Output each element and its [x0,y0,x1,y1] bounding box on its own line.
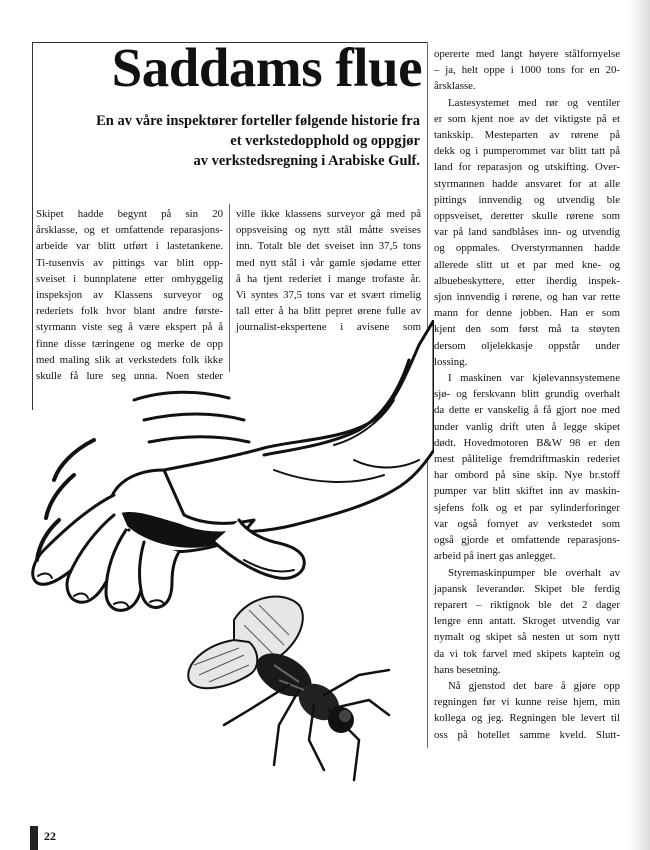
text-line: var på land sandblåses inn- og utvendig [434,226,620,239]
text-line: er som kjent noe av det viktigste på et [434,112,620,125]
text-line: da vi tok farvel med skipets kaptein og [434,647,620,660]
paragraph [434,565,620,678]
text-line: arbeide var blitt utført i lastetankene. [36,240,223,253]
fly-icon [188,597,389,780]
page-marker [30,826,38,850]
text-column-2 [236,206,421,336]
text-line: med nytt stål i vår gamle sjødame etter [236,256,421,269]
page-number: 22 [44,829,56,843]
text-line: oppsveising og nytt stål måtte sveises [236,224,421,237]
text-line: og oppmales. Overstyrmannen hadde [434,242,620,255]
text-line: kjent den som først må ta støyten [434,323,620,336]
text-line: Skipet hadde begynt på sin 20 [36,208,223,220]
text-line: kollega og jeg. Regningen ble levert til [434,712,620,725]
text-line: inn. Totalt ble det sveiset inn 37,5 tons [236,240,421,253]
text-line: med maling slik at verkstedets folk ikke [36,353,223,366]
text-line: allerede slitt ut et par med kne- og [434,258,620,271]
hand-and-fly-illustration [14,320,434,800]
text-line: Styremaskinpumper ble overhalt av [448,566,620,579]
paragraph [434,370,620,564]
page-edge-shadow [628,0,650,850]
text-line: sjon innvendig i rørene, og han var rette [434,291,620,304]
text-line: også gjorde et omfattende reparasjons- [434,534,620,547]
text-line: under vanlig drift uten å legge skipet [434,420,620,433]
text-line: – ja, helt oppe i 1000 tons for en 20- [434,64,620,77]
text-line: albuebeskyttere, etter iherdig inspek- [434,274,620,287]
text-line: mann for denne jobben. Han er som [434,307,620,320]
text-line: journalist-ekspertene i avisene som [236,321,421,334]
text-line: pittings innvendig og utvendig ble [434,193,620,206]
article-subtitle [58,111,420,171]
reaching-hand-icon [33,320,434,610]
text-line: sjø- og ferskvann blitt grundig overhalt [434,388,620,401]
text-line: Ti-tusenvis av pittings var blitt opp- [36,256,223,269]
text-line: nymalt og skipet så nesten ut som nytt [434,631,620,644]
text-line: land for reparasjon og utskifting. Over- [434,161,620,174]
paragraph [434,46,620,95]
text-line: lengre enn antatt. Skroget utvendig var [434,615,620,628]
paragraph [434,95,620,370]
text-line: opererte med langt høyere stålfornyelse [434,48,620,60]
text-line: finne disse tæringene og merke de opp [36,337,223,350]
text-line: inspeksjon av Klassens surveyor og [36,289,223,302]
text-line: sjefens folk og et par sylinderforinger [434,501,620,514]
text-line: hans besetning. [434,663,501,676]
text-line: Vi syntes 37,5 tons var et svært rimelig [236,289,421,302]
text-line: har ombord på sine skip. Nye br.stoff [434,469,620,482]
text-line: I maskinen var kjølevannsystemene [448,372,620,385]
paragraph [236,206,421,336]
text-line: oss på hotellet samme kveld. Slutt- [434,728,620,741]
text-line: Lastesystemet med rør og ventiler [448,96,620,109]
subtitle-line: av verkstedsregning i Arabiske Gulf. [193,153,420,169]
paragraph [434,678,620,743]
text-line: å ha tjent rederiet i mange trofaste år. [236,272,421,285]
text-line: mest pålitelige fremdriftmaskin rederiet [434,453,620,466]
text-line: oppsveiset, deretter skulle rørene som [434,210,620,223]
text-line: årsklasse, og et omfattende reparasjons- [36,224,223,237]
text-line: lossing. [434,355,468,368]
text-line: dødt. Hovedmotoren B&W 98 er den [434,436,620,449]
text-line: reparert – riktignok ble det 2 dager [434,598,620,611]
text-line: sveiset i bunnplatene etter omhyggelig [36,272,223,285]
text-line: dersom oljelekkasje oppstår under [434,339,620,352]
text-line: tall etter å ha blitt pepret ørene fulle av [236,305,421,318]
subtitle-line: et verkstedopphold og oppgjør [230,133,420,149]
text-line: ville ikke klassens surveyor gå med på [236,208,421,220]
text-line: Nå gjenstod det bare å gjøre opp [448,679,620,692]
subtitle-line: En av våre inspektører forteller følgende historie fra [96,113,420,129]
text-line: styrmann viste seg å være ekspert på å [36,321,223,334]
text-line: skulle få lure seg unna. Noen steder [36,370,223,383]
text-line: dekk og i pumperommet var blitt tatt på [434,145,620,158]
text-line: rederiets folk hvor blant andre første- [36,305,223,318]
text-line: årsklasse. [434,80,476,93]
text-column-3 [434,46,620,743]
text-line: da dette er vanskelig å få gjort noe med [434,404,620,417]
text-line: pumper var blitt skiftet inn av maskin- [434,485,620,498]
text-line: japansk leverandør. Skipet ble ferdig [434,582,620,595]
text-line: tankskip. Mesteparten av rørene på [434,129,620,142]
text-line: regningen før vi kunne reise hjem, min [434,696,620,709]
article-title: Saddams flue [111,37,422,98]
text-line: var også fornyet av verkstedet som [434,517,620,530]
text-line: styrmannen hadde ansvaret for at alle [434,177,620,190]
text-line: arbeid på inert gas anlegget. [434,550,556,563]
